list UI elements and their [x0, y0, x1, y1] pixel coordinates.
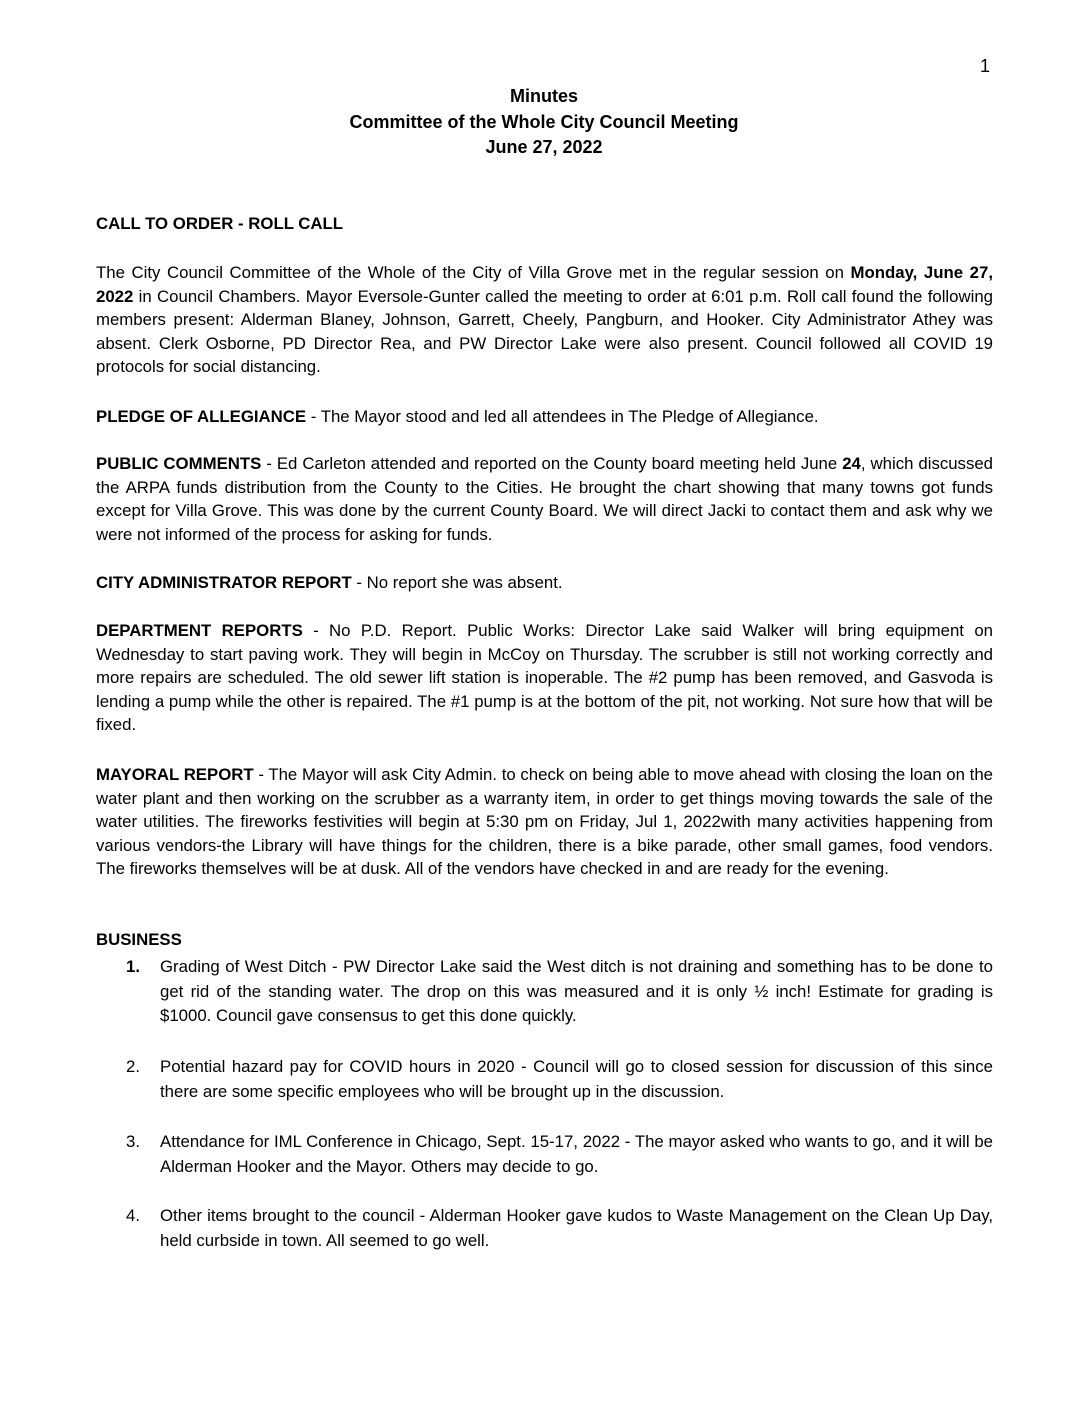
business-item: [126, 955, 993, 1029]
city-admin-heading: CITY ADMINISTRATOR REPORT: [96, 573, 352, 592]
mayoral-paragraph: [96, 763, 993, 881]
item-number: 1.: [126, 957, 140, 976]
call-to-order-text-start: The City Council Committee of the Whole of the City of Villa Grove met in the regular session on: [96, 263, 851, 282]
business-heading: BUSINESS: [96, 930, 182, 949]
item-text: Potential hazard pay for COVID hours in 2020 - Council will go to closed session for discussion of this since there are some specific employees who will be brought up in the discussion.: [160, 1057, 993, 1101]
department-paragraph: [96, 619, 993, 737]
business-item: [126, 1130, 993, 1179]
pledge-text: - The Mayor stood and led all attendees in The Pledge of Allegiance.: [306, 407, 819, 426]
item-number: 4.: [126, 1206, 140, 1225]
public-comments-text-end: , which discussed the ARPA funds distribution from the County to the Cities. He brought the chart showing that many towns got funds except for Villa Grove. This was done by the current County Board. We will direct Jacki to contact them and ask why we were not informed of the process for asking for funds.: [96, 454, 994, 544]
city-admin-paragraph: [96, 571, 993, 595]
mayoral-text: - The Mayor will ask City Admin. to check on being able to move ahead with closing the loan on the water plant and then working on the scrubber as a warranty item, in order to get things moving towards the sale of the water utilities. The fireworks festivities will begin at 5:30 pm on Friday, Jul 1, 2022with many activities happening from various vendors-the Library will have things for the children, there is a bike parade, other small games, food vendors. The fireworks themselves will be at dusk. All of the vendors have checked in and are ready for the evening.: [96, 765, 993, 878]
public-comments-date: 24: [842, 454, 861, 473]
public-comments-heading: PUBLIC COMMENTS: [96, 454, 262, 473]
meeting-date: Monday, June 27, 2022: [96, 263, 994, 306]
doc-date: June 27, 2022: [485, 137, 603, 157]
city-admin-text: - No report she was absent.: [351, 573, 563, 592]
business-item: [126, 1204, 993, 1253]
doc-title: Minutes: [509, 86, 578, 106]
call-to-order-heading: CALL TO ORDER - ROLL CALL: [96, 214, 344, 233]
page-number: 1: [980, 56, 991, 76]
mayoral-heading: MAYORAL REPORT: [96, 765, 254, 784]
department-text: - No P.D. Report. Public Works: Director Lake said Walker will bring equipment on Wednesday to start paving work. They will begin in McCoy on Thursday. The scrubber is still not working correctly and more repairs are scheduled. The old sewer lift station is inoperable. The #2 pump has been removed, and Gasvoda is lending a pump while the other is repaired. The #1 pump is at the bottom of the pit, not working. Not sure how that will be fixed.: [96, 621, 993, 734]
pledge-paragraph: [96, 405, 993, 429]
item-text: Attendance for IML Conference in Chicago, Sept. 15-17, 2022 - The mayor asked who wants to go, and it will be Alderman Hooker and the Mayor. Others may decide to go.: [160, 1132, 993, 1176]
public-comments-text-start: - Ed Carleton attended and reported on the County board meeting held June: [261, 454, 843, 473]
item-number: 2.: [126, 1057, 140, 1076]
department-heading: DEPARTMENT REPORTS: [96, 621, 303, 640]
pledge-heading: PLEDGE OF ALLEGIANCE: [96, 407, 307, 426]
call-to-order-paragraph: [96, 261, 993, 379]
business-item: [126, 1055, 993, 1104]
doc-subtitle: Committee of the Whole City Council Meeting: [349, 112, 739, 132]
public-comments-paragraph: [96, 452, 993, 546]
item-text: Grading of West Ditch - PW Director Lake said the West ditch is not draining and something has to be done to get rid of the standing water. The drop on this was measured and it is only ½ inch! Estimate for grading is $1000. Council gave consensus to get this done quickly.: [160, 957, 993, 1025]
item-text: Other items brought to the council - Alderman Hooker gave kudos to Waste Management on the Clean Up Day, held curbside in town. All seemed to go well.: [160, 1206, 993, 1250]
call-to-order-text-end: in Council Chambers. Mayor Eversole-Gunter called the meeting to order at 6:01 p.m. Roll call found the following members present: Alderman Blaney, Johnson, Garrett, Cheely, Pangburn, and Hooker. City Administrator Athey was absent. Clerk Osborne, PD Director Rea, and PW Director Lake were also present. Council followed all COVID 19 protocols for social distancing.: [96, 286, 993, 376]
item-number: 3.: [126, 1132, 140, 1151]
